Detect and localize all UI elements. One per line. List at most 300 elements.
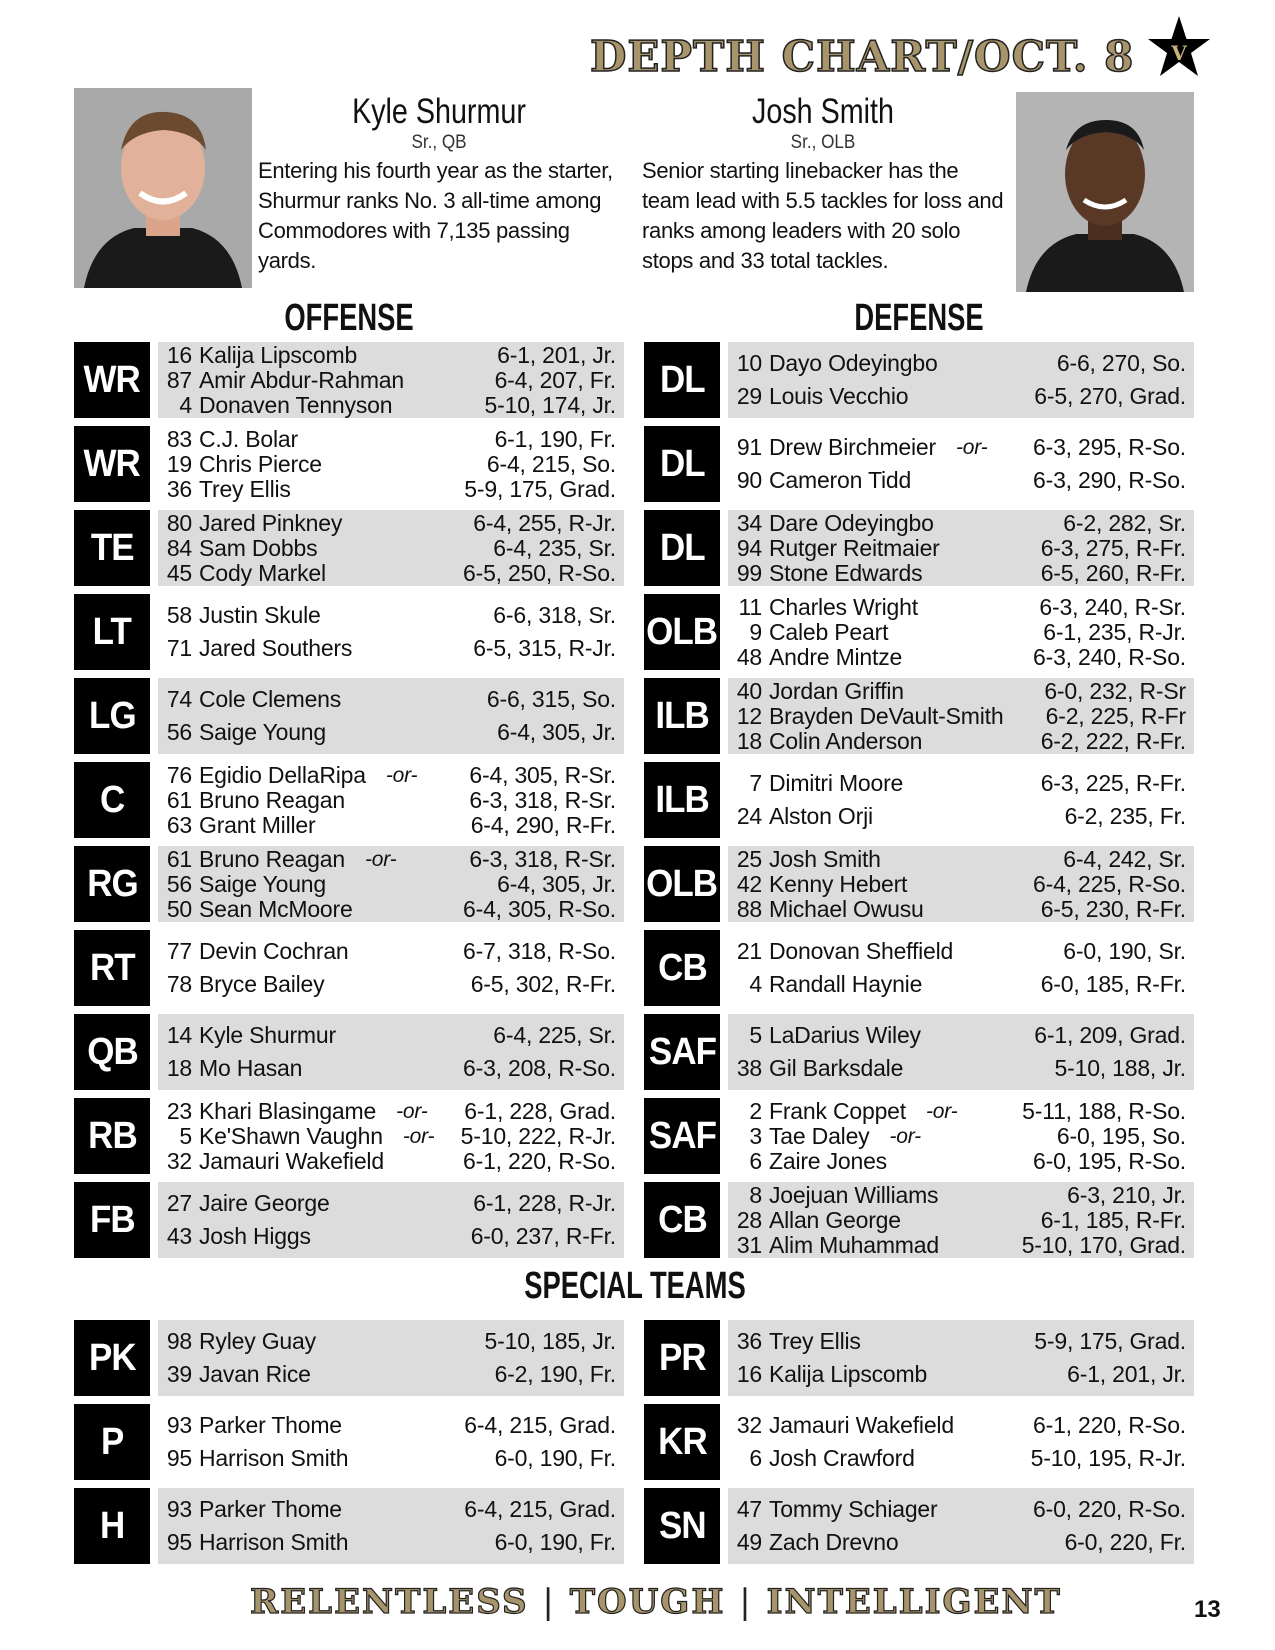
position-abbrev: DL xyxy=(659,526,705,569)
player-info: 6-3, 290, R-So. xyxy=(1033,467,1186,494)
feature-position: Sr., QB xyxy=(411,132,467,153)
player-entry xyxy=(732,1056,1186,1081)
player-info: 6-5, 260, R-Fr. xyxy=(1040,559,1186,586)
jersey-number: 6 xyxy=(749,1445,762,1472)
jersey-number: 74 xyxy=(166,685,192,712)
jersey-number: 18 xyxy=(736,727,762,754)
player-name: Randall Haynie xyxy=(769,971,923,998)
player-info: 6-6, 318, Sr. xyxy=(493,601,616,628)
position-row-fb xyxy=(74,1182,624,1258)
position-abbrev: DL xyxy=(659,358,705,401)
player-list xyxy=(158,846,624,922)
player-name-wrap xyxy=(769,1233,1022,1258)
player-entry xyxy=(732,729,1186,754)
player-entry xyxy=(732,939,1186,964)
position-label xyxy=(74,1014,150,1090)
player-name-wrap xyxy=(769,1362,1067,1387)
player-name: Charles Wright xyxy=(769,593,918,620)
jersey-number: 99 xyxy=(736,559,762,586)
feature-left xyxy=(258,92,620,276)
position-label xyxy=(74,678,150,754)
player-info: 6-5, 230, R-Fr. xyxy=(1040,895,1186,922)
jersey-number: 87 xyxy=(166,366,192,393)
player-name-wrap xyxy=(769,1099,1022,1124)
player-name: Jared Pinkney xyxy=(199,509,343,536)
jersey-number: 9 xyxy=(749,618,762,645)
page-number: 13 xyxy=(1194,1596,1221,1623)
position-abbrev: SAF xyxy=(648,1030,716,1073)
position-row-olb xyxy=(644,846,1194,922)
jersey-number: 12 xyxy=(736,702,762,729)
player-name: Dare Odeyingbo xyxy=(769,509,934,536)
position-label xyxy=(74,594,150,670)
player-name-wrap xyxy=(199,477,464,502)
player-name: Jamauri Wakefield xyxy=(199,1147,384,1174)
player-name: Tommy Schiager xyxy=(769,1495,938,1522)
player-info: 5-10, 185, Jr. xyxy=(484,1327,616,1354)
player-name-wrap xyxy=(199,813,471,838)
position-abbrev: ILB xyxy=(655,694,709,737)
player-info: 6-3, 318, R-Sr. xyxy=(469,786,616,813)
position-row-dl xyxy=(644,426,1194,502)
player-name-wrap xyxy=(199,452,487,477)
player-name-wrap xyxy=(199,939,463,964)
player-name-wrap xyxy=(199,536,493,561)
player-entry xyxy=(162,477,616,502)
player-info: 6-4, 305, Jr. xyxy=(497,719,616,746)
player-name-wrap xyxy=(199,636,473,661)
position-abbrev: WR xyxy=(83,358,141,401)
player-name: Kalija Lipscomb xyxy=(769,1361,928,1388)
position-row-cb xyxy=(644,930,1194,1006)
player-list xyxy=(158,1014,624,1090)
player-name: Amir Abdur-Rahman xyxy=(199,366,404,393)
player-entry xyxy=(162,603,616,628)
player-info: 6-4, 215, Grad. xyxy=(464,1495,616,1522)
player-entry xyxy=(732,1124,1186,1149)
player-name: Harrison Smith xyxy=(199,1529,349,1556)
player-name: Grant Miller xyxy=(199,811,316,838)
player-name-wrap xyxy=(769,1124,1057,1149)
player-entry xyxy=(732,384,1186,409)
feature-bio: Entering his fourth year as the starter, Shurmur ranks No. 3 all-time among Commodores with 7,135 passing yards. xyxy=(258,158,613,273)
player-entry xyxy=(732,645,1186,670)
position-label xyxy=(644,426,720,502)
player-list xyxy=(728,930,1194,1006)
player-info: 6-0, 190, Sr. xyxy=(1063,937,1186,964)
player-name-wrap xyxy=(199,897,463,922)
player-info: 6-1, 220, R-So. xyxy=(463,1147,616,1174)
position-abbrev: PR xyxy=(658,1336,706,1379)
player-info: 6-1, 228, Grad. xyxy=(464,1097,616,1124)
position-label xyxy=(644,594,720,670)
jersey-number: 91 xyxy=(736,433,762,460)
player-name-wrap xyxy=(199,763,469,788)
position-abbrev: OLB xyxy=(646,862,718,905)
position-label xyxy=(644,1014,720,1090)
position-row-saf xyxy=(644,1098,1194,1174)
jersey-number: 5 xyxy=(179,1122,192,1149)
player-info: 6-3, 208, R-So. xyxy=(463,1055,616,1082)
player-name-wrap xyxy=(769,897,1041,922)
player-info: 6-1, 201, Jr. xyxy=(497,341,616,368)
player-info: 6-4, 235, Sr. xyxy=(493,534,616,561)
jersey-number: 95 xyxy=(166,1445,192,1472)
player-name: Cody Markel xyxy=(199,559,326,586)
jersey-number: 16 xyxy=(736,1361,762,1388)
player-info: 6-0, 237, R-Fr. xyxy=(470,1223,616,1250)
or-marker: -or- xyxy=(889,1124,921,1148)
player-entry xyxy=(732,1362,1186,1387)
position-abbrev: ILB xyxy=(655,778,709,821)
player-info: 5-10, 195, R-Jr. xyxy=(1030,1445,1186,1472)
position-abbrev: C xyxy=(99,778,125,821)
position-abbrev: RG xyxy=(86,862,138,905)
jersey-number: 2 xyxy=(749,1097,762,1124)
player-name: Dayo Odeyingbo xyxy=(769,349,938,376)
player-list xyxy=(158,1182,624,1258)
player-info: 6-4, 225, Sr. xyxy=(493,1021,616,1048)
position-label xyxy=(74,930,150,1006)
position-label xyxy=(74,1182,150,1258)
player-info: 6-4, 305, R-So. xyxy=(463,895,616,922)
position-row-ilb xyxy=(644,762,1194,838)
jersey-number: 84 xyxy=(166,534,192,561)
player-name: Jaire George xyxy=(199,1189,330,1216)
player-info: 6-4, 215, Grad. xyxy=(464,1411,616,1438)
player-entry xyxy=(732,1530,1186,1555)
depth-chart-title: DEPTH CHART/OCT. 8 xyxy=(590,31,1135,81)
player-name: Parker Thome xyxy=(199,1411,342,1438)
player-entry xyxy=(732,468,1186,493)
player-info: 6-1, 220, R-So. xyxy=(1033,1411,1186,1438)
player-name-wrap xyxy=(199,1149,463,1174)
position-label xyxy=(74,1098,150,1174)
player-entry xyxy=(162,561,616,586)
player-entry xyxy=(732,679,1186,704)
position-abbrev: DL xyxy=(659,442,705,485)
player-name: Josh Smith xyxy=(769,845,881,872)
player-entry xyxy=(162,1497,616,1522)
player-list xyxy=(728,846,1194,922)
position-row-saf xyxy=(644,1014,1194,1090)
player-name: Drew Birchmeier xyxy=(769,433,936,460)
jersey-number: 47 xyxy=(736,1495,762,1522)
player-name: Alston Orji xyxy=(769,803,873,830)
jersey-number: 63 xyxy=(166,811,192,838)
jersey-number: 6 xyxy=(749,1147,762,1174)
player-name-wrap xyxy=(769,595,1039,620)
player-info: 6-3, 240, R-So. xyxy=(1033,643,1186,670)
position-row-sn xyxy=(644,1488,1194,1564)
player-entry xyxy=(732,972,1186,997)
player-name: Alim Muhammad xyxy=(769,1231,939,1258)
player-entry xyxy=(162,1056,616,1081)
player-entry xyxy=(162,720,616,745)
player-name-wrap xyxy=(769,1497,1033,1522)
player-name-wrap xyxy=(769,1208,1041,1233)
player-info: 6-2, 222, R-Fr. xyxy=(1040,727,1186,754)
player-name-wrap xyxy=(769,1413,1033,1438)
player-name: Egidio DellaRipa xyxy=(199,761,366,788)
player-name-wrap xyxy=(199,1413,464,1438)
position-abbrev: RT xyxy=(89,946,135,989)
jersey-number: 94 xyxy=(736,534,762,561)
feature-name: Josh Smith xyxy=(752,92,894,131)
player-info: 6-3, 240, R-Sr. xyxy=(1039,593,1186,620)
player-name: Khari Blasingame xyxy=(199,1097,377,1124)
player-list xyxy=(728,1320,1194,1396)
player-name: Ryley Guay xyxy=(199,1327,316,1354)
motto xyxy=(250,1582,1062,1622)
jersey-number: 3 xyxy=(749,1122,762,1149)
player-name-wrap xyxy=(769,435,1033,460)
player-info: 5-9, 175, Grad. xyxy=(464,475,616,502)
player-name-wrap xyxy=(199,972,471,997)
player-info: 6-1, 185, R-Fr. xyxy=(1040,1206,1186,1233)
player-name: Trey Ellis xyxy=(769,1327,861,1354)
player-name-wrap xyxy=(199,1530,495,1555)
jersey-number: 90 xyxy=(736,467,762,494)
player-entry xyxy=(732,561,1186,586)
player-name-wrap xyxy=(199,511,473,536)
player-name-wrap xyxy=(199,343,497,368)
jersey-number: 43 xyxy=(166,1223,192,1250)
position-row-rt xyxy=(74,930,624,1006)
position-abbrev: TE xyxy=(90,526,134,569)
player-info: 5-10, 188, Jr. xyxy=(1054,1055,1186,1082)
player-list xyxy=(728,1182,1194,1258)
player-name-wrap xyxy=(199,1329,485,1354)
player-entry xyxy=(732,804,1186,829)
player-info: 6-5, 250, R-So. xyxy=(463,559,616,586)
player-info: 5-9, 175, Grad. xyxy=(1034,1327,1186,1354)
player-entry xyxy=(732,536,1186,561)
player-name-wrap xyxy=(769,620,1043,645)
player-entry xyxy=(732,1183,1186,1208)
jersey-number: 80 xyxy=(166,509,192,536)
jersey-number: 93 xyxy=(166,1411,192,1438)
player-list xyxy=(728,594,1194,670)
player-info: 6-0, 220, R-So. xyxy=(1033,1495,1186,1522)
position-row-olb xyxy=(644,594,1194,670)
or-marker: -or- xyxy=(364,847,397,871)
player-name: Cameron Tidd xyxy=(769,467,912,494)
player-entry xyxy=(162,636,616,661)
position-abbrev: WR xyxy=(83,442,141,485)
jersey-number: 16 xyxy=(166,341,192,368)
position-row-te xyxy=(74,510,624,586)
player-list xyxy=(728,678,1194,754)
position-label xyxy=(74,1488,150,1564)
player-info: 6-5, 302, R-Fr. xyxy=(470,971,616,998)
player-entry xyxy=(732,1149,1186,1174)
player-name-wrap xyxy=(199,1362,495,1387)
player-entry xyxy=(162,872,616,897)
jersey-number: 14 xyxy=(166,1021,192,1048)
player-name: Donovan Sheffield xyxy=(769,937,954,964)
position-row-dl xyxy=(644,342,1194,418)
player-info: 6-4, 290, R-Fr. xyxy=(470,811,616,838)
player-name-wrap xyxy=(199,368,495,393)
player-name: Joejuan Williams xyxy=(769,1181,939,1208)
player-name-wrap xyxy=(199,1124,461,1149)
player-name: Cole Clemens xyxy=(199,685,342,712)
jersey-number: 95 xyxy=(166,1529,192,1556)
position-label xyxy=(644,1320,720,1396)
player-name: Zach Drevno xyxy=(769,1529,899,1556)
position-label xyxy=(74,1320,150,1396)
jersey-number: 50 xyxy=(166,895,192,922)
feature-position: Sr., OLB xyxy=(790,132,856,153)
player-info: 6-1, 235, R-Jr. xyxy=(1043,618,1186,645)
position-row-p xyxy=(74,1404,624,1480)
position-label xyxy=(74,846,150,922)
player-name-wrap xyxy=(199,1056,463,1081)
player-info: 6-0, 232, R-Sr xyxy=(1044,677,1186,704)
player-info: 6-0, 195, R-So. xyxy=(1033,1147,1186,1174)
player-name-wrap xyxy=(769,1329,1034,1354)
jersey-number: 48 xyxy=(736,643,762,670)
player-name: Justin Skule xyxy=(199,601,321,628)
player-list xyxy=(158,510,624,586)
position-row-dl xyxy=(644,510,1194,586)
player-info: 6-4, 242, Sr. xyxy=(1063,845,1186,872)
jersey-number: 42 xyxy=(736,870,762,897)
player-name-wrap xyxy=(769,645,1033,670)
jersey-number: 27 xyxy=(166,1189,192,1216)
player-info: 6-5, 270, Grad. xyxy=(1034,383,1186,410)
player-name-wrap xyxy=(199,1497,464,1522)
player-name: Zaire Jones xyxy=(769,1147,887,1174)
jersey-number: 98 xyxy=(166,1327,192,1354)
player-list xyxy=(728,762,1194,838)
player-info: 6-4, 305, R-Sr. xyxy=(469,761,616,788)
player-name-wrap xyxy=(199,1099,464,1124)
player-list xyxy=(728,342,1194,418)
jersey-number: 71 xyxy=(166,635,192,662)
player-entry xyxy=(162,343,616,368)
jersey-number: 56 xyxy=(166,719,192,746)
player-list xyxy=(158,762,624,838)
player-entry xyxy=(732,620,1186,645)
player-name: Saige Young xyxy=(199,870,326,897)
player-name-wrap xyxy=(199,603,493,628)
player-entry xyxy=(162,763,616,788)
player-name: Jared Southers xyxy=(199,635,353,662)
player-entry xyxy=(162,1023,616,1048)
position-label xyxy=(644,762,720,838)
player-info: 6-3, 318, R-Sr. xyxy=(469,845,616,872)
player-name-wrap xyxy=(199,1191,473,1216)
player-entry xyxy=(162,1224,616,1249)
position-abbrev: RB xyxy=(87,1114,137,1157)
player-entry xyxy=(162,1191,616,1216)
player-entry xyxy=(162,1329,616,1354)
jersey-number: 36 xyxy=(166,475,192,502)
player-info: 6-1, 209, Grad. xyxy=(1034,1021,1186,1048)
player-name: Kenny Hebert xyxy=(769,870,908,897)
jersey-number: 39 xyxy=(166,1361,192,1388)
position-label xyxy=(644,510,720,586)
player-info: 6-5, 315, R-Jr. xyxy=(473,635,616,662)
player-info: 6-0, 195, So. xyxy=(1056,1122,1186,1149)
position-label xyxy=(644,342,720,418)
player-name-wrap xyxy=(199,561,463,586)
player-info: 6-0, 190, Fr. xyxy=(494,1529,616,1556)
player-name: Ke'Shawn Vaughn xyxy=(199,1122,383,1149)
jersey-number: 25 xyxy=(736,845,762,872)
page-title xyxy=(590,26,1135,86)
position-row-rg xyxy=(74,846,624,922)
player-name: Gil Barksdale xyxy=(769,1055,904,1082)
jersey-number: 29 xyxy=(736,383,762,410)
player-entry xyxy=(732,1099,1186,1124)
jersey-number: 78 xyxy=(166,971,192,998)
jersey-number: 32 xyxy=(736,1411,762,1438)
player-name: Sean McMoore xyxy=(199,895,353,922)
player-entry xyxy=(162,1413,616,1438)
player-name-wrap xyxy=(769,561,1041,586)
player-entry xyxy=(162,511,616,536)
player-name: Brayden DeVault-Smith xyxy=(769,702,1004,729)
position-label xyxy=(644,846,720,922)
player-name-wrap xyxy=(769,1149,1033,1174)
position-row-ilb xyxy=(644,678,1194,754)
player-entry xyxy=(162,972,616,997)
player-entry xyxy=(162,1149,616,1174)
player-entry xyxy=(162,1362,616,1387)
position-label xyxy=(644,678,720,754)
player-name-wrap xyxy=(769,872,1033,897)
player-entry xyxy=(732,897,1186,922)
josh-smith-photo xyxy=(1016,92,1194,292)
jersey-number: 4 xyxy=(749,971,762,998)
jersey-number: 76 xyxy=(166,761,192,788)
player-list xyxy=(158,594,624,670)
player-name-wrap xyxy=(769,351,1057,376)
player-list xyxy=(158,1404,624,1480)
position-abbrev: CB xyxy=(657,946,707,989)
position-abbrev: FB xyxy=(89,1198,135,1241)
player-list xyxy=(158,1098,624,1174)
player-list xyxy=(158,342,624,418)
jersey-number: 61 xyxy=(166,786,192,813)
jersey-number: 28 xyxy=(736,1206,762,1233)
player-info: 6-6, 270, So. xyxy=(1056,349,1186,376)
player-name-wrap xyxy=(199,687,487,712)
player-info: 5-10, 170, Grad. xyxy=(1021,1231,1186,1258)
player-info: 6-4, 207, Fr. xyxy=(494,366,616,393)
player-name: Chris Pierce xyxy=(199,450,322,477)
player-entry xyxy=(732,1208,1186,1233)
player-name-wrap xyxy=(769,804,1065,829)
player-list xyxy=(728,426,1194,502)
position-row-lt xyxy=(74,594,624,670)
position-row-kr xyxy=(644,1404,1194,1480)
player-name-wrap xyxy=(199,847,469,872)
position-label xyxy=(644,930,720,1006)
position-abbrev: LT xyxy=(92,610,132,653)
position-label xyxy=(74,510,150,586)
player-name-wrap xyxy=(769,1056,1055,1081)
player-list xyxy=(728,1488,1194,1564)
player-name: Devin Cochran xyxy=(199,937,349,964)
player-entry xyxy=(162,897,616,922)
player-entry xyxy=(732,1446,1186,1471)
logo-letter: V xyxy=(1171,41,1187,65)
position-abbrev: LG xyxy=(88,694,136,737)
